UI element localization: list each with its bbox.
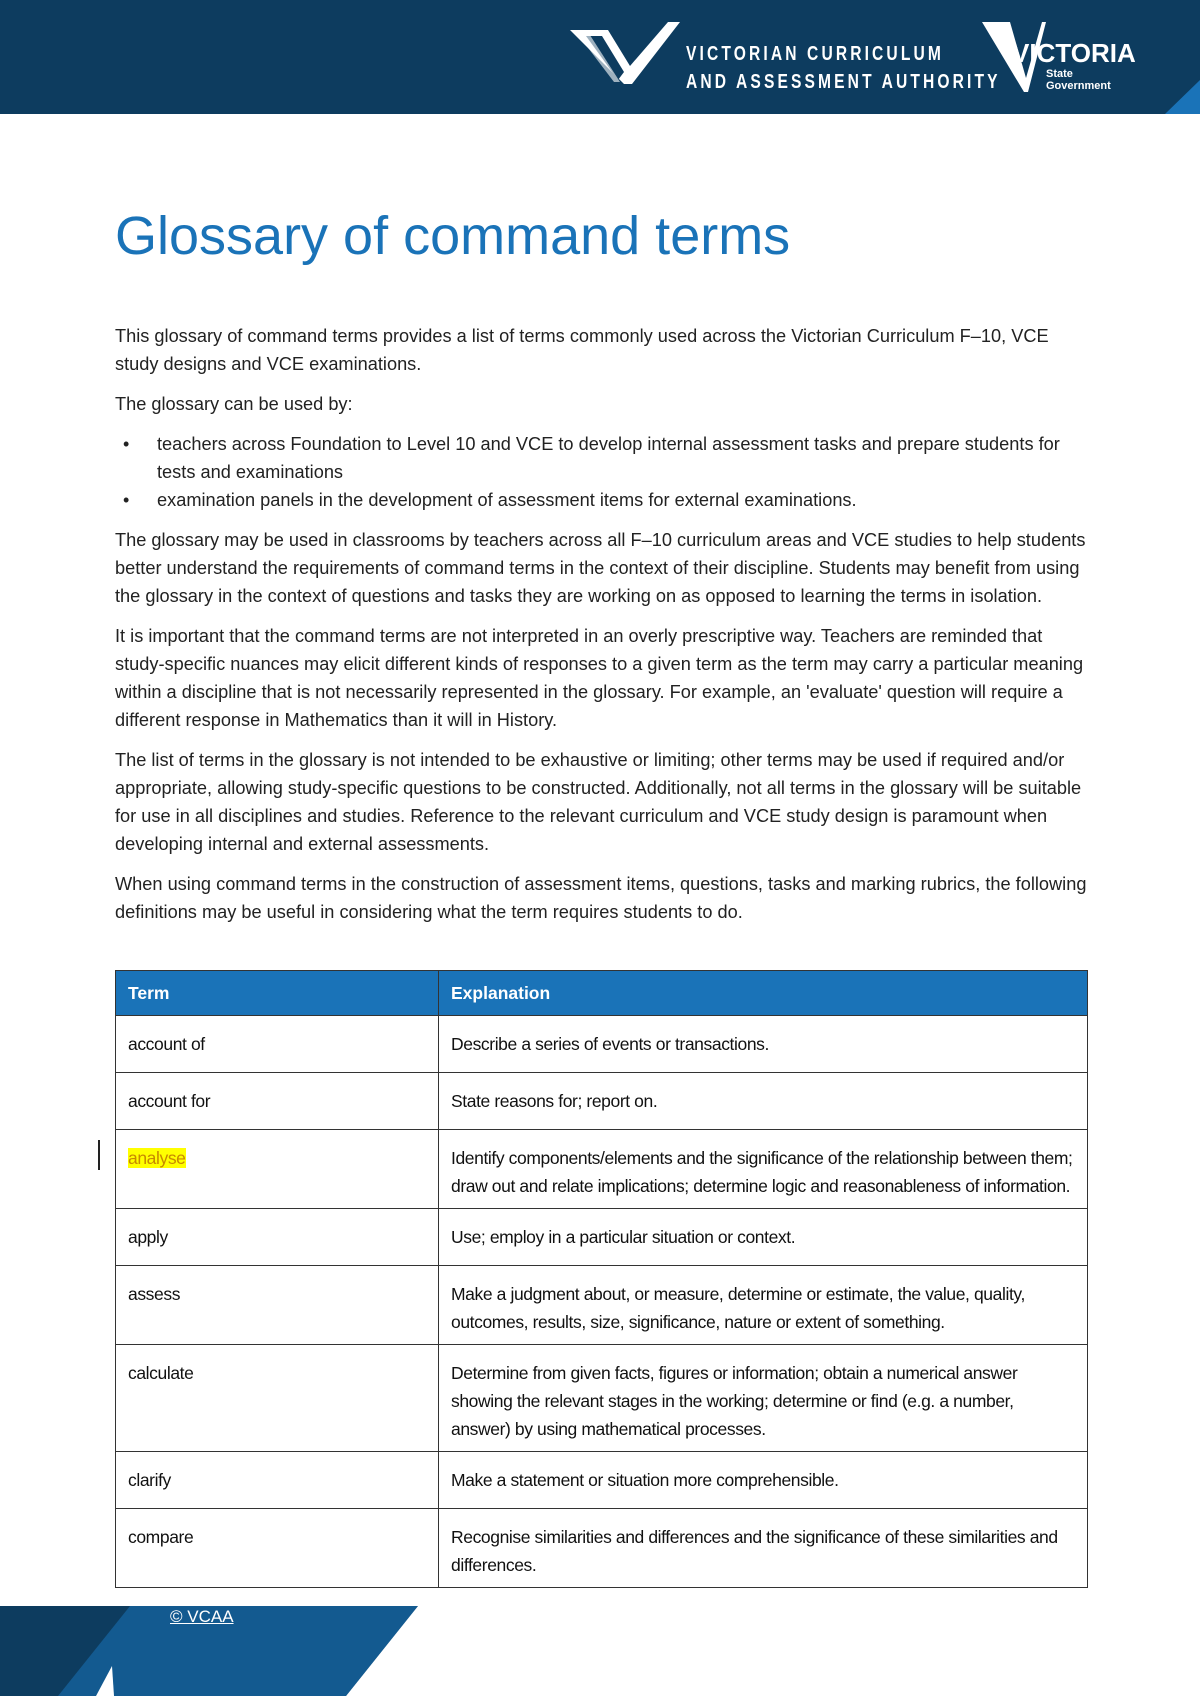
usage-list [115, 430, 1095, 514]
table-row [116, 1345, 1088, 1452]
table-row [116, 1509, 1088, 1588]
explanation-cell: State reasons for; report on. [439, 1073, 1088, 1130]
highlighted-term: analyse [128, 1148, 186, 1168]
explanation-cell: Make a judgment about, or measure, determine or estimate, the value, quality, outcomes, results, size, significance, nature or extent of something. [439, 1266, 1088, 1345]
footer-band [0, 1590, 1200, 1696]
glossary-table [115, 970, 1088, 1588]
vcaa-wordmark [686, 40, 1001, 96]
term-cell: compare [116, 1509, 439, 1588]
table-row [116, 1073, 1088, 1130]
explanation-cell: Make a statement or situation more comprehensible. [439, 1452, 1088, 1509]
state-label: State [1046, 68, 1073, 80]
explanation-cell: Determine from given facts, figures or information; obtain a numerical answer showing the relevant stages in the working; determine or find (e.g. a number, answer) by using mathematical processes. [439, 1345, 1088, 1452]
term-cell: account of [116, 1016, 439, 1073]
term-column-header: Term [116, 971, 439, 1016]
intro-paragraph-5: The list of terms in the glossary is not intended to be exhaustive or limiting; other terms may be used if required and/or appropriate, allowing study-specific questions to be constructed. Additionally, not all terms in the glossary will be suitable for use in all disciplines and studies. Reference to the relevant curriculum and VCE study design is paramount when developing internal and external assessments. [115, 750, 1082, 854]
explanation-cell: Describe a series of events or transactions. [439, 1016, 1088, 1073]
term-cell: apply [116, 1209, 439, 1266]
term-cell: account for [116, 1073, 439, 1130]
intro-paragraph-3: The glossary may be used in classrooms by teachers across all F–10 curriculum areas and VCE studies to help students better understand the requirements of command terms in the context of their discipline. Students may benefit from using the glossary in the context of questions and tasks they are working on as opposed to learning the terms in isolation. [115, 530, 1086, 606]
term-cell [116, 1130, 439, 1209]
government-label: Government [1046, 80, 1111, 92]
list-item: • teachers across Foundation to Level 10 and VCE to develop internal assessment tasks and prepare students for tests and examinations [115, 430, 1095, 486]
explanation-cell: Recognise similarities and differences and the significance of these similarities and differences. [439, 1509, 1088, 1588]
table-row [116, 1266, 1088, 1345]
term-cell: clarify [116, 1452, 439, 1509]
explanation-cell: Use; employ in a particular situation or context. [439, 1209, 1088, 1266]
intro-paragraph-2: The glossary can be used by: [115, 394, 353, 414]
intro-paragraph-1: This glossary of command terms provides a list of terms commonly used across the Victorian Curriculum F–10, VCE study designs and VCE examinations. [115, 326, 1049, 374]
explanation-cell: Identify components/elements and the significance of the relationship between them; draw out and relate implications; determine logic and reasonableness of information. [439, 1130, 1088, 1209]
term-cell: assess [116, 1266, 439, 1345]
intro-body [115, 322, 1095, 938]
explanation-column-header: Explanation [439, 971, 1088, 1016]
table-row [116, 1452, 1088, 1509]
table-header-row [116, 971, 1088, 1016]
intro-paragraph-4: It is important that the command terms are not interpreted in an overly prescriptive way. Teachers are reminded that study-specific nuances may elicit different kinds of responses to a given term as the term may carry a particular meaning within a discipline that is not necessarily represented in the glossary. For example, an 'evaluate' question will require a different response in Mathematics than it will in History. [115, 626, 1084, 730]
victoria-wordmark: VICTORIA [1012, 38, 1136, 68]
intro-paragraph-6: When using command terms in the construction of assessment items, questions, tasks and marking rubrics, the following definitions may be useful in considering what the term requires students to do. [115, 874, 1087, 922]
org-line-1: VICTORIAN CURRICULUM [686, 43, 944, 65]
table-row [116, 1016, 1088, 1073]
org-line-2: AND ASSESSMENT AUTHORITY [686, 71, 1001, 93]
list-item: • examination panels in the development of assessment items for external examinations. [115, 486, 1095, 514]
text-cursor [98, 1140, 100, 1170]
term-cell: calculate [116, 1345, 439, 1452]
table-row [116, 1209, 1088, 1266]
copyright-link[interactable]: © VCAA [170, 1607, 234, 1626]
table-row [116, 1130, 1088, 1209]
state-government-label [1046, 68, 1111, 92]
vcaa-logo-icon [570, 22, 680, 92]
page-title: Glossary of command terms [115, 206, 791, 266]
